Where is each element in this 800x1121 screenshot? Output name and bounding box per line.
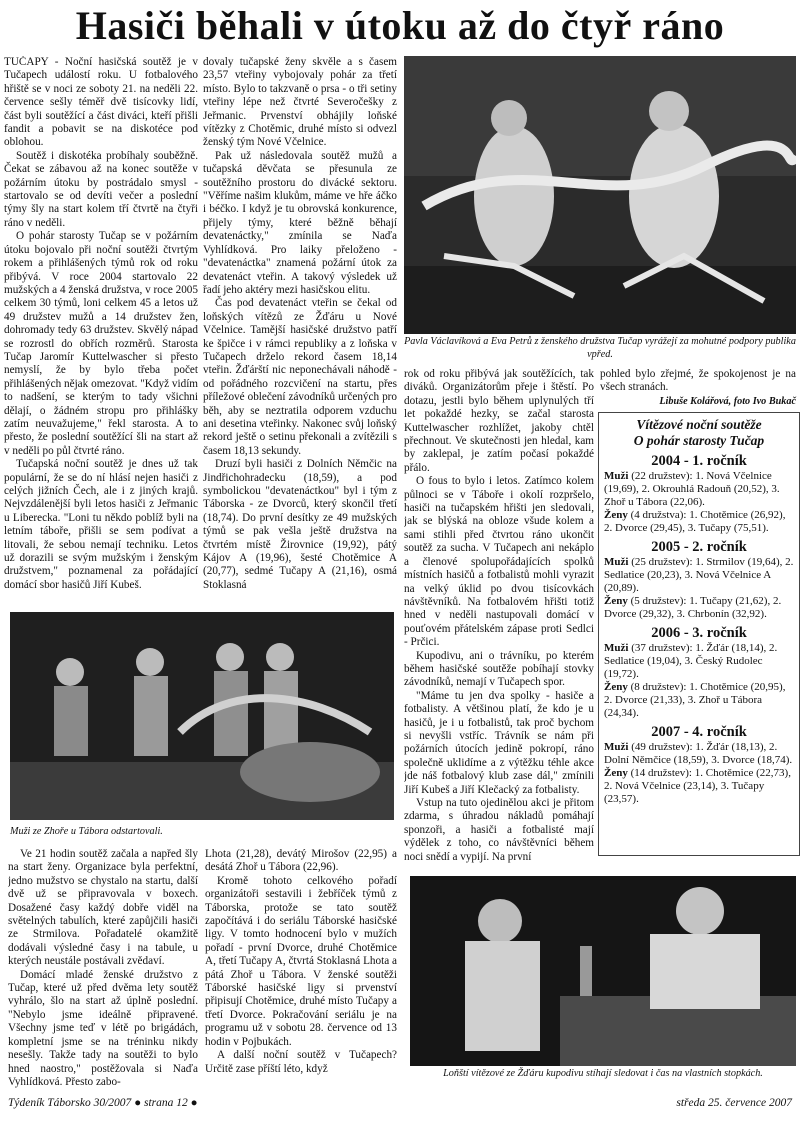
article-paragraph: Čas pod devatenáct vteřin se čekal od loňských vítězů ze Žďáru u Nové Včelnice. Tamější hasičské družstvo patří ke špičce i v rámci republiky a z loňska v Tučapech drželo rekord časem 18,14 vteřin. Žďárští nic neponechávali náhodě - od pořádného rozcvičení na startu, přes příležové oblečení závodníků určených pro běh, aby se neztratila odporem vzduchu ani desetina vteřinky. Nakonec svůj loňský rekord ještě o setinu překonali a zvítězili s časem 18,13 sekundy. — [203, 297, 397, 457]
results-women: Ženy (4 družstva): 1. Chotěmice (26,92), 2. Dvorce (29,45), 3. Tučapy (75,51). — [604, 509, 786, 534]
article-paragraph: Soutěž i diskotéka probíhaly souběžně. Čekat se zábavou až na konec soutěže v požárním útoku by postrádalo smysl - startovalo se od devíti večer a poslední týmy šly na start kolem tří čtvrtě na čtyři ráno v neděli. — [4, 149, 198, 229]
photo-caption-middle: Muži ze Zhoře u Tábora odstartovali. — [10, 826, 163, 837]
results-title: Vítězové noční soutěže — [636, 417, 762, 432]
article-paragraph: O fous to bylo i letos. Zatímco kolem půlnoci se v Táboře i okolí rozpršelo, hasiči na tučapském hřišti jen sledovali, jak se blýská na obloze všude kolem a sami stihli před čtvrtou ráno ukončit soutěž za sucha. V Tučapech ani nekáplo a členové spolupořádajících spolků místních hasičů a fotbalistů mohli vyrazit na velký úklid po dvou tisícovkách návštěvníků. Na fotbalovém hřišti totiž hned v neděli nastupovali domácí v pouťovém přátelském zápase proti Sedlci - Prčici. — [404, 475, 594, 649]
article-paragraph: Kupodivu, ani o trávníku, po kterém během hasičské soutěže pobíhají stovky závodníků, nemají v Tučapech spor. — [404, 649, 594, 689]
results-men: Muži (22 družstev): 1. Nová Včelnice (19,69), 2. Okrouhlá Radouň (20,52), 3. Zhoř u Tábora (22,06). — [604, 470, 780, 508]
footer-publication-name: Týdeník Táborsko 30/2007 — [8, 1097, 132, 1109]
photo-illustration — [10, 612, 394, 820]
article-paragraph: Druzí byli hasiči z Dolních Němčic na Jindřichohradecku (18,59), a pod symbolickou "devatenáctkou" byl i tým z Táborska - ze Dvorců, který skončil třetí (18,74). Do první desítky ze 49 mužských týmů se pak vešla ještě družstva na čtvrtém místě Žirovnice (19,92), pátý Kájov A (19,96), šesté Chotěmice A (20,77), sedmé Tučapy A (21,16), osmá Stoklasná — [203, 458, 397, 591]
article-column-lower-2 — [205, 848, 397, 1088]
headline: Hasiči běhali v útoku až do čtyř ráno — [75, 3, 725, 48]
article-paragraph: pohled bylo zřejmé, že spokojenost je na všech stranách. — [600, 368, 796, 394]
results-year-heading: 2005 - 2. ročník — [651, 539, 747, 555]
results-women: Ženy (14 družstev): 1. Chotěmice (22,73), 2. Nová Včelnice (23,14), 3. Tučapy (23,57). — [604, 767, 791, 805]
article-paragraph: O pohár starosty Tučap se v požárním útoku bojovalo při noční soutěži čtvrtým rokem a přihlášených týmů rok od roku přibývá. V roce 2004 startovalo 22 mužských a 4 ženská družstva, v roce 2005 celkem 30 týmů, loni celkem 45 a letos už 49 družstev mužů a 14 družstev žen, dohromady tedy 63 družstev. Skvělý nápad se rozrostl do obřích rozměrů. Starosta Tučap Jaromír Kuttelwascher si přesto nemyslí, že by bylo třeba počet přihlášených nějak omezovat. "Když vidím to nadšení, se kterým to tady všichni dělají, o žádném stropu pro přihlášky zatím neuvažujeme," řekl starosta. A to přesto, že poslední soutěžící šli na start až v neděli po půl čtvrté ráno. — [4, 230, 198, 457]
results-year-heading: 2006 - 3. ročník — [651, 625, 747, 641]
results-women: Ženy (5 družstev): 1. Tučapy (21,62), 2. Dvorce (29,32), 3. Chrbonín (32,92). — [604, 595, 782, 620]
photo-illustration — [410, 876, 796, 1066]
results-men: Muži (25 družstev): 1. Strmilov (19,64), 2. Sedlatice (20,23), 3. Nová Včelnice A (20,89). — [604, 556, 794, 594]
photo-men-start — [10, 612, 394, 820]
results-women: Ženy (8 družstev): 1. Chotěmice (20,95), 2. Dvorce (21,33), 3. Zhoř u Tábora (24,34). — [604, 681, 786, 719]
article-column-3 — [404, 368, 594, 873]
article-column-lower-1 — [8, 848, 198, 1088]
article-paragraph: Vstup na tuto ojedinělou akci je přitom zdarma, s úhradou nákladů pomáhají sponzoři, a hasiči a fotbalisté mají výdělek z toho, co návštěvníci během noci snědí a vypijí. Na první — [404, 797, 594, 863]
article-paragraph: "Máme tu jen dva spolky - hasiče a fotbalisty. A většinou platí, že kdo je u hasičů, je i u fotbalistů, tak proč bychom si nevyšli vstříc. Trávník se nám při požárních útocích jedině pokropí, ráno společně uklidíme a z výtěžku téhle akce jde náš fotbalový klub zase dál," zmínili Jiří Kubeš a Jiří Klečacký za fotbalisty. — [404, 689, 594, 796]
article-paragraph: Lhota (21,28), devátý Mirošov (22,95) a desátá Zhoř u Tábora (22,96). — [205, 848, 397, 874]
photo-women-team-running — [404, 56, 796, 334]
results-men: Muži (49 družstev): 1. Žďár (18,13), 2. Dolní Němčice (18,59), 3. Dvorce (18,74). — [604, 741, 793, 766]
results-year-heading: 2007 - 4. ročník — [651, 724, 747, 740]
article-paragraph: dovaly tučapské ženy skvěle a s časem 23,57 vteřiny vybojovaly pohár za třetí místo. Bylo to takzvaně o prsa - o tři setiny vteřiny lépe než čtvrté Severočešky z Jeřmanic. Prvenství obhájily loňské vítězky z Chotěmic, druhé místo si odvezl ženský tým Nové Včelnice. — [203, 56, 397, 149]
bullet-icon: ● — [134, 1097, 142, 1109]
photo-caption-top: Pavla Václavíková a Eva Petrů z ženského družstva Tučap vyrážejí za mohutné podpory publika vpřed. — [404, 336, 796, 360]
article-paragraph: rok od roku přibývá jak soutěžících, tak diváků. Organizátorům přeje i štěstí. Po dotazu, jestli bylo během uplynulých tří let pokaždé hezky, se začal starosta Kuttelwascher rozhlížet, jakoby chtěl přechnout. Ve skutečnosti jen hledal, kam by zaklepal, je zatím počasí pokaždé přálo. — [404, 368, 594, 474]
photo-winners-stopwatch — [410, 876, 796, 1066]
article-paragraph: Kromě tohoto celkového pořadí organizátoři sestavili i žebříček týmů z Táborska, protože se tato soutěž započítává i do seriálu Táborské hasičské ligy. V tomto hodnocení bylo v mužích pořadí - první Dvorce, druhé Chotěmice A, třetí Tučapy A, čtvrtá Stoklasná Lhota a pátá Zhoř u Tábora. V ženské soutěži Táborské hasičské ligy si prvenství připisují Chotěmice, druhé místo Tučapy a třetí Dvorce. Pokračování seriálu je na programu už v sobotu 28. července od 13 hodin v Pojbukách. — [205, 874, 397, 1048]
article-paragraph: A další noční soutěž v Tučapech? Určitě zase příští léto, když — [205, 1049, 397, 1075]
bullet-icon: ● — [190, 1097, 198, 1109]
photo-caption-bottom: Loňští vítězové ze Žďáru kupodivu stíhají sledovat i čas na vlastních stopkách. — [443, 1068, 763, 1079]
author-credit: Libuše Kolářová, foto Ivo Bukač — [659, 396, 796, 407]
results-year-heading: 2004 - 1. ročník — [651, 453, 747, 469]
article-paragraph: Pak už následovala soutěž mužů a tučapská děvčata se přesunula ze soutěžního prostoru do divácké sektoru. "Věříme našim klukům, máme ve hře áčko i béčko. I když je tu obrovská konkurence, přijely týmy, které běžně běhají devatenáctky," zmínila se Naďa Vyhlídková. Pro laiky přeloženo - "devatenáctka" znamená požární útok za devatenáct vteřin. A takový výsledek už řadí jeho aktéry mezi hasičskou elitu. — [203, 149, 397, 296]
article-paragraph: Ve 21 hodin soutěž začala a napřed šly na start ženy. Organizace byla perfektní, jedno mužstvo se chystalo na startu, další dvě už se připravovala v boxech. Dosažené časy každý dobře viděl na světelných tabulích, které zapůjčili hasiči ze Strmilova. Pořadatelé okamžitě dodávali výsledné časy i na tabule, u kterých neustále postávali zvědaví. — [8, 848, 198, 968]
photo-illustration — [404, 56, 796, 334]
article-paragraph: Domácí mladé ženské družstvo z Tučap, které už před dvěma lety soutěž vyhrálo, šlo na start až úplně poslední. "Nebylo jsme ideálně připravené. Všechny jsme teď v létě po brigádách, kompletní jsme se na tréninku nikdy nesešly. Takže tady na soutěži to bylo hned naostro," postěžovala si Naďa Vyhlídková. Přesto zabo- — [8, 968, 198, 1088]
results-box — [598, 412, 800, 856]
article-column-2 — [203, 56, 397, 606]
article-paragraph: Tučapská noční soutěž je dnes už tak populární, že se do ní hlásí nejen hasiči z celých jižních Čech, ale i z jiných krajů. Nejvzdálenější byli letos hasiči z Jeřmanic u Liberecka. "Loni tu někdo poblíž byli na letním táboře, přišli se sem podívat a litovali, že sebou nemají techniku. Letos už dorazili se svým mužským i ženským družstvem," poznamenal za pořádající domácí sbor hasičů Jiří Kubeš. — [4, 458, 198, 591]
article-paragraph: TUČAPY - Noční hasičská soutěž je v Tučapech událostí roku. U fotbalového hřiště se v noci ze soboty 21. na neděli 22. července sešly téměř dvě tisícovky lidí, část byli soutěžící a část diváci, kteří přišli fandit a pobavit se na diskotéce pod oblohou. — [4, 56, 198, 149]
footer-date: středa 25. července 2007 — [676, 1097, 792, 1109]
results-men: Muži (37 družstev): 1. Žďár (18,14), 2. Sedlatice (19,04), 3. Český Rudolec (19,72). — [604, 642, 778, 680]
footer-page-number: strana 12 — [144, 1097, 188, 1109]
article-column-1 — [4, 56, 198, 606]
results-subtitle: O pohár starosty Tučap — [633, 433, 765, 448]
footer-publication — [8, 1097, 198, 1109]
article-column-4-top — [600, 368, 796, 396]
